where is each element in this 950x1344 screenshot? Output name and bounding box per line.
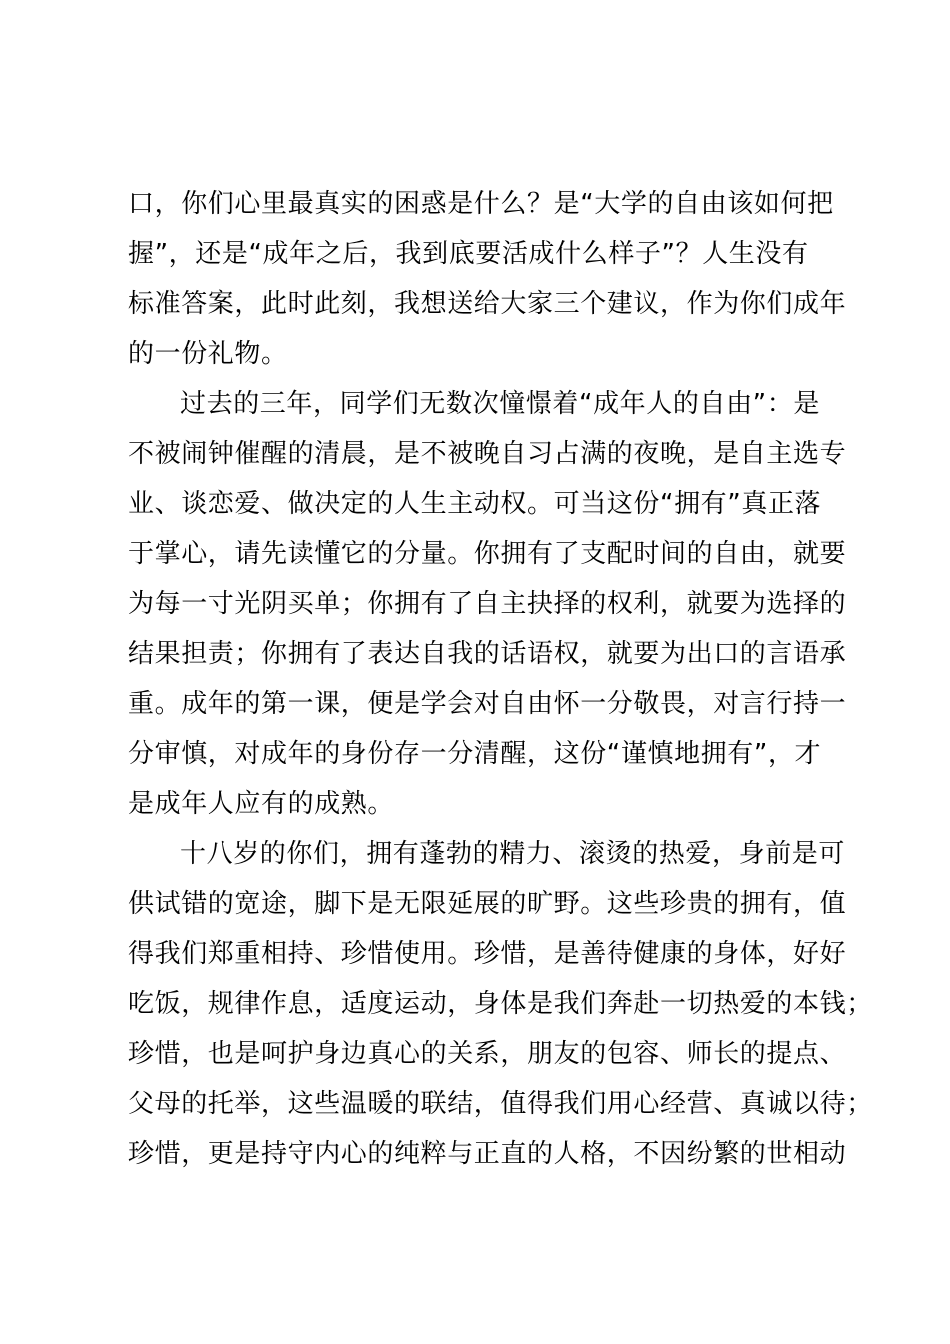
paragraph-line: 结果担责；你拥有了表达自我的话语权，就要为出口的言语承 [128,639,847,669]
paragraph-line: 业、谈恋爱、做决定的人生主动权。可当这份“拥有”真正落 [128,489,822,519]
document-body [128,179,873,1179]
paragraph-line: 不被闹钟催醒的清晨，是不被晚自习占满的夜晚，是自主选专 [128,439,847,469]
paragraph-line: 珍惜，也是呵护身边真心的关系，朋友的包容、师长的提点、 [128,1039,847,1069]
paragraph-line: 口，你们心里最真实的困惑是什么？是“大学的自由该如何把 [128,189,834,219]
paragraph-line: 珍惜，更是持守内心的纯粹与正直的人格，不因纷繁的世相动 [128,1139,847,1169]
paragraph-line: 标准答案，此时此刻，我想送给大家三个建议，作为你们成年 [128,289,847,319]
paragraph-line: 的一份礼物。 [128,339,288,369]
paragraph-line: 供试错的宽途，脚下是无限延展的旷野。这些珍贵的拥有，值 [128,889,847,919]
paragraph-1 [128,179,847,379]
paragraph-line: 为每一寸光阴买单；你拥有了自主抉择的权利，就要为选择的 [128,589,847,619]
paragraph-line: 是成年人应有的成熟。 [128,789,395,819]
paragraph-line: 重。成年的第一课，便是学会对自由怀一分敬畏，对言行持一 [128,689,847,719]
paragraph-line: 握”，还是“成年之后，我到底要活成什么样子”？人生没有 [128,239,809,269]
paragraph-line: 过去的三年，同学们无数次憧憬着“成年人的自由”：是 [180,389,820,419]
paragraph-line: 十八岁的你们，拥有蓬勃的精力、滚烫的热爱，身前是可 [180,839,846,869]
paragraph-line: 分审慎，对成年的身份存一分清醒，这份“谨慎地拥有”，才 [128,739,822,769]
paragraph-line: 吃饭，规律作息，适度运动，身体是我们奔赴一切热爱的本钱； [128,989,873,1019]
paragraph-line: 父母的托举，这些温暖的联结，值得我们用心经营、真诚以待； [128,1089,873,1119]
paragraph-line: 于掌心，请先读懂它的分量。你拥有了支配时间的自由，就要 [128,539,847,569]
paragraph-2 [128,379,847,829]
paragraph-3 [128,829,873,1179]
paragraph-line: 得我们郑重相持、珍惜使用。珍惜，是善待健康的身体，好好 [128,939,847,969]
